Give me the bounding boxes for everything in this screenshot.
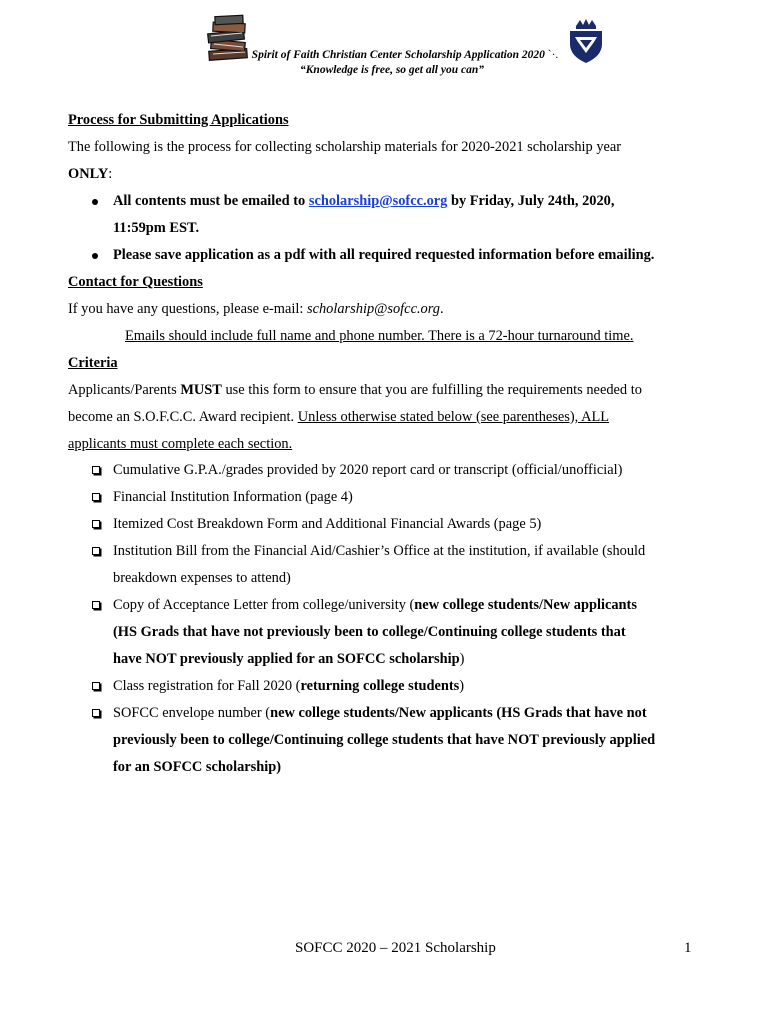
- header-title: [0, 48, 770, 78]
- checkbox-icon: [92, 709, 100, 717]
- criteria-item-3: Itemized Cost Breakdown Form and Additional Financial Awards (page 5): [113, 516, 542, 532]
- item7-pre: SOFCC envelope number (: [113, 705, 271, 721]
- criteria-line-3: applicants must complete each section.: [68, 436, 293, 452]
- process-heading: Process for Submitting Applications: [68, 112, 289, 128]
- criteria-item-7: [113, 700, 647, 727]
- item7-bold-1: new college students/New applicants (HS Grads that have not: [270, 705, 647, 721]
- checkbox-icon: [92, 547, 100, 555]
- criteria-item-5-cont: (HS Grads that have not previously been to college/Continuing college students that: [113, 624, 626, 640]
- header-decoration: `·.: [547, 49, 559, 61]
- checkbox-icon: [92, 466, 100, 474]
- criteria-line2-underlined: Unless otherwise stated below (see parentheses), ALL: [297, 409, 610, 425]
- item6-post: ): [459, 678, 465, 694]
- process-only-line: [68, 161, 112, 188]
- bullet1-text-pre: All contents must be emailed to: [113, 193, 309, 209]
- process-bullet-1-cont: 11:59pm EST.: [113, 220, 200, 236]
- process-bullet-2: Please save application as a pdf with all required requested information before emailing.: [113, 247, 655, 263]
- checkbox-icon: [92, 682, 100, 690]
- only-colon: :: [108, 166, 113, 182]
- contact-email: scholarship@sofcc.org: [306, 301, 441, 317]
- criteria-item-4-cont: breakdown expenses to attend): [113, 570, 291, 586]
- criteria-item-4: Institution Bill from the Financial Aid/Cashier’s Office at the institution, if available (should: [113, 543, 646, 559]
- item5-bold-1: new college students/New applicants: [414, 597, 637, 613]
- contact-text: [68, 296, 444, 323]
- contact-heading: Contact for Questions: [68, 274, 203, 290]
- process-intro: The following is the process for collecting scholarship materials for 2020-2021 scholarship year: [68, 139, 622, 155]
- item5-pre: Copy of Acceptance Letter from college/university (: [113, 597, 415, 613]
- criteria-line2-pre: become an S.O.F.C.C. Award recipient.: [68, 409, 298, 425]
- item6-pre: Class registration for Fall 2020 (: [113, 678, 301, 694]
- bullet-icon: [92, 253, 98, 259]
- header-title-line1: Spirit of Faith Christian Center Scholarship Application 2020: [251, 49, 545, 61]
- criteria-item-1: Cumulative G.P.A./grades provided by 2020 report card or transcript (official/unofficial): [113, 462, 623, 478]
- criteria-item-7-cont: previously been to college/Continuing college students that have NOT previously applied: [113, 732, 656, 748]
- criteria-item-5: [113, 592, 637, 619]
- criteria-item-7-cont-2: for an SOFCC scholarship): [113, 759, 282, 775]
- criteria-line1-post: use this form to ensure that you are fulfilling the requirements needed to: [221, 382, 642, 398]
- footer-title: SOFCC 2020 – 2021 Scholarship: [295, 940, 496, 956]
- checkbox-icon: [92, 520, 100, 528]
- item5-post: ): [459, 651, 465, 667]
- criteria-line1-pre: Applicants/Parents: [68, 382, 181, 398]
- must-emphasis: MUST: [180, 382, 222, 398]
- bullet-icon: [92, 199, 98, 205]
- scholarship-email-link[interactable]: scholarship@sofcc.org: [308, 193, 448, 209]
- criteria-item-2: Financial Institution Information (page 4): [113, 489, 353, 505]
- contact-text-post: .: [440, 301, 444, 317]
- only-label: ONLY: [68, 166, 109, 182]
- checkbox-icon: [92, 601, 100, 609]
- item5-bold-3: have NOT previously applied for an SOFCC scholarship: [113, 651, 460, 667]
- criteria-line-2: [68, 404, 609, 431]
- item6-bold: returning college students: [300, 678, 460, 694]
- criteria-line-1: [68, 377, 642, 404]
- bullet1-text-post: by Friday, July 24th, 2020,: [447, 193, 615, 209]
- criteria-item-6: [113, 673, 464, 700]
- checkbox-icon: [92, 493, 100, 501]
- contact-note: Emails should include full name and phone number. There is a 72-hour turnaround time.: [125, 328, 634, 344]
- criteria-heading: Criteria: [68, 355, 118, 371]
- process-bullet-1: [113, 188, 614, 215]
- page-number: 1: [684, 940, 692, 956]
- criteria-item-5-cont-2: [113, 646, 464, 673]
- header-motto: “Knowledge is free, so get all you can”: [300, 64, 484, 76]
- contact-text-pre: If you have any questions, please e-mail:: [68, 301, 307, 317]
